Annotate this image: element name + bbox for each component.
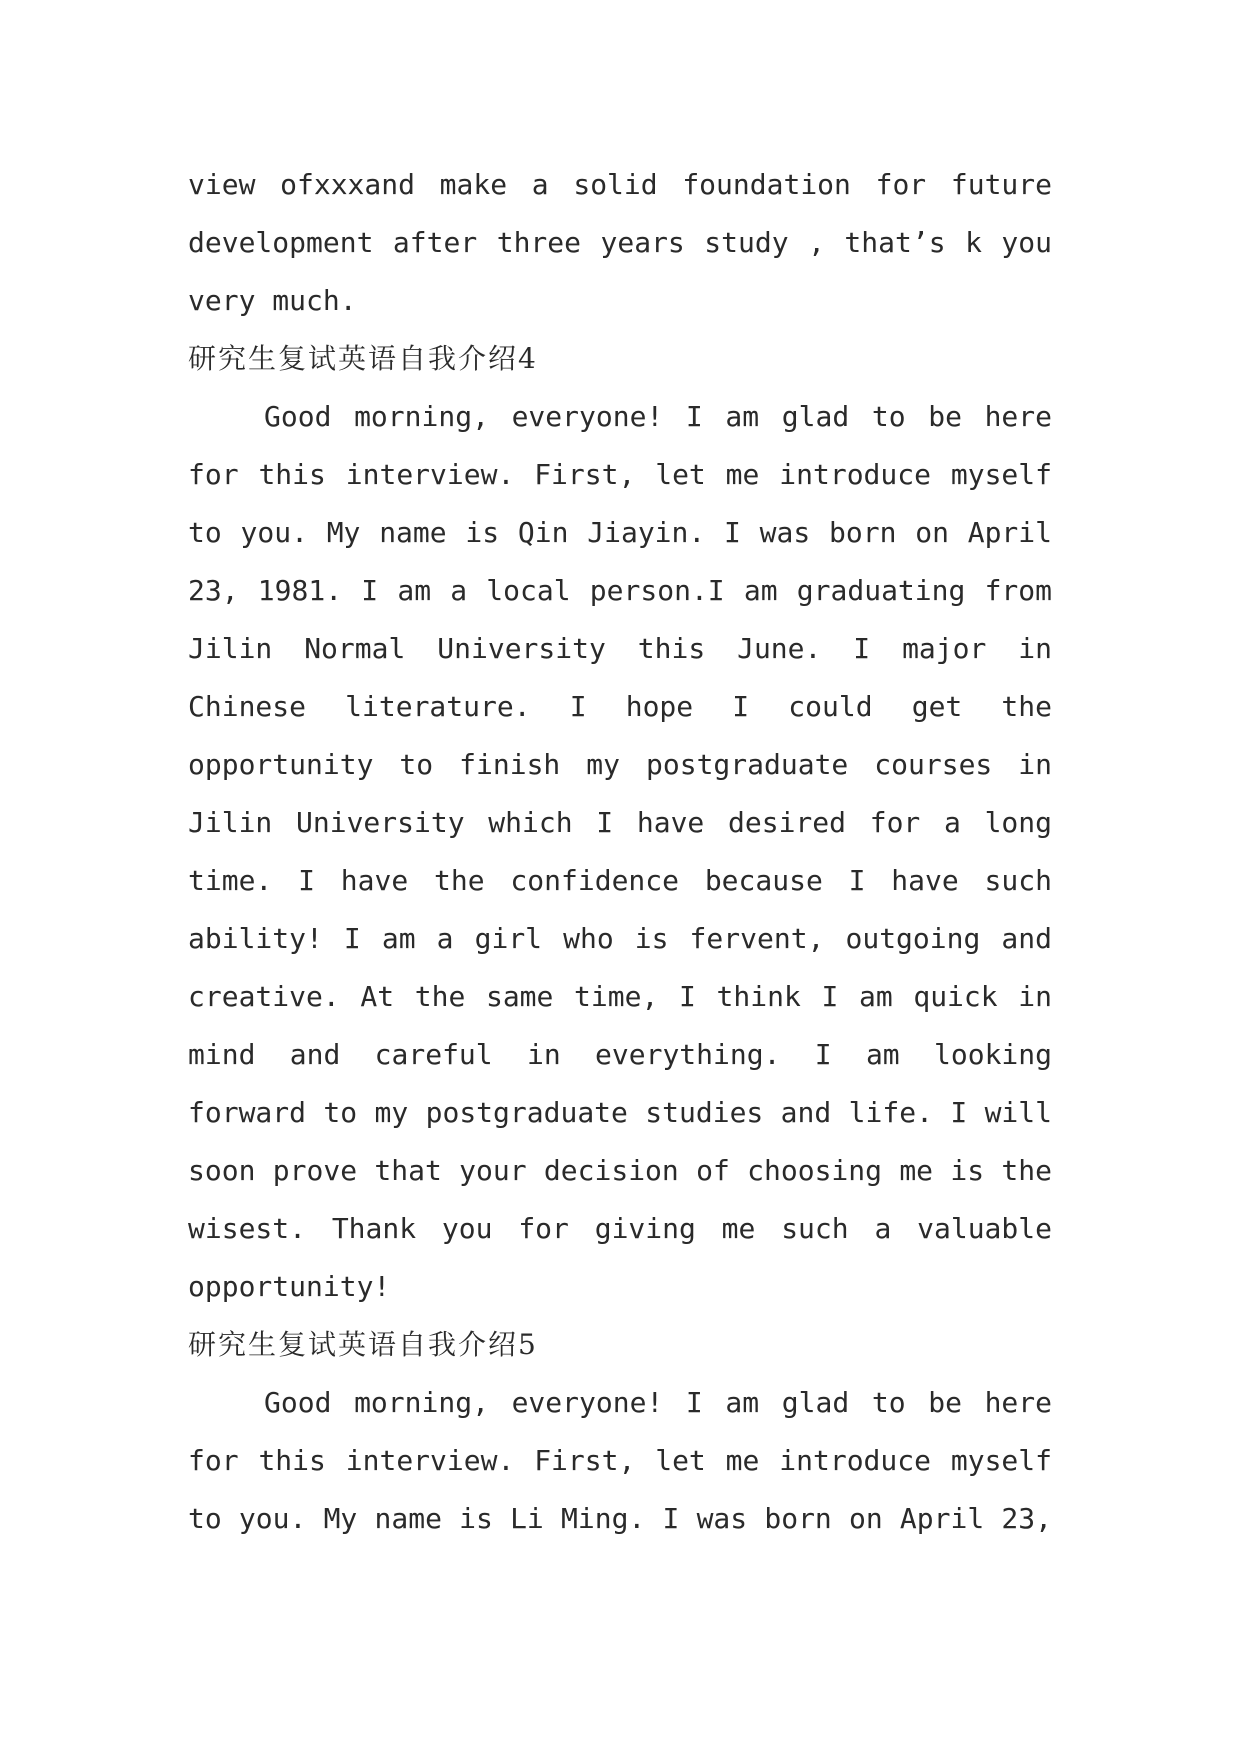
section-heading-5: 研究生复试英语自我介绍5 <box>188 1328 538 1361</box>
text-line: to you. My name is Li Ming. I was born on April 23, <box>188 1502 1052 1535</box>
text-line: opportunity to finish my postgraduate courses in <box>188 748 1052 781</box>
text-line: for this interview. First, let me introduce myself <box>188 1444 1052 1477</box>
text-line: Chinese literature. I hope I could get the <box>188 690 1052 723</box>
text-line: development after three years study , that’s k you <box>188 226 1052 259</box>
text-line: creative. At the same time, I think I am quick in <box>188 980 1052 1013</box>
text-line: to you. My name is Qin Jiayin. I was born on April <box>188 516 1052 549</box>
text-line: Jilin Normal University this June. I major in <box>188 632 1052 665</box>
text-line-content: Good morning, everyone! I am glad to be here <box>264 1386 1052 1419</box>
document-page <box>188 156 1052 1548</box>
text-line: Jilin University which I have desired for a long <box>188 806 1052 839</box>
text-line: time. I have the confidence because I have such <box>188 864 1052 897</box>
text-line: mind and careful in everything. I am looking <box>188 1038 1052 1071</box>
section-body-4 <box>188 388 1052 1316</box>
text-line: for this interview. First, let me introduce myself <box>188 458 1052 491</box>
text-line-content: Good morning, everyone! I am glad to be here <box>264 400 1052 433</box>
text-line: wisest. Thank you for giving me such a valuable <box>188 1212 1052 1245</box>
section-body-5 <box>188 1374 1052 1548</box>
text-line: opportunity! <box>188 1270 391 1303</box>
text-line: forward to my postgraduate studies and life. I will <box>188 1096 1052 1129</box>
text-line: view ofxxxand make a solid foundation for future <box>188 168 1052 201</box>
text-line: ability! I am a girl who is fervent, outgoing and <box>188 922 1052 955</box>
text-line: 23, 1981. I am a local person.I am graduating from <box>188 574 1052 607</box>
section-heading-4: 研究生复试英语自我介绍4 <box>188 342 538 375</box>
text-line <box>188 1374 1052 1432</box>
continuation-paragraph <box>188 156 1052 330</box>
text-line <box>188 388 1052 446</box>
text-line: soon prove that your decision of choosing me is the <box>188 1154 1052 1187</box>
text-line: very much. <box>188 284 357 317</box>
